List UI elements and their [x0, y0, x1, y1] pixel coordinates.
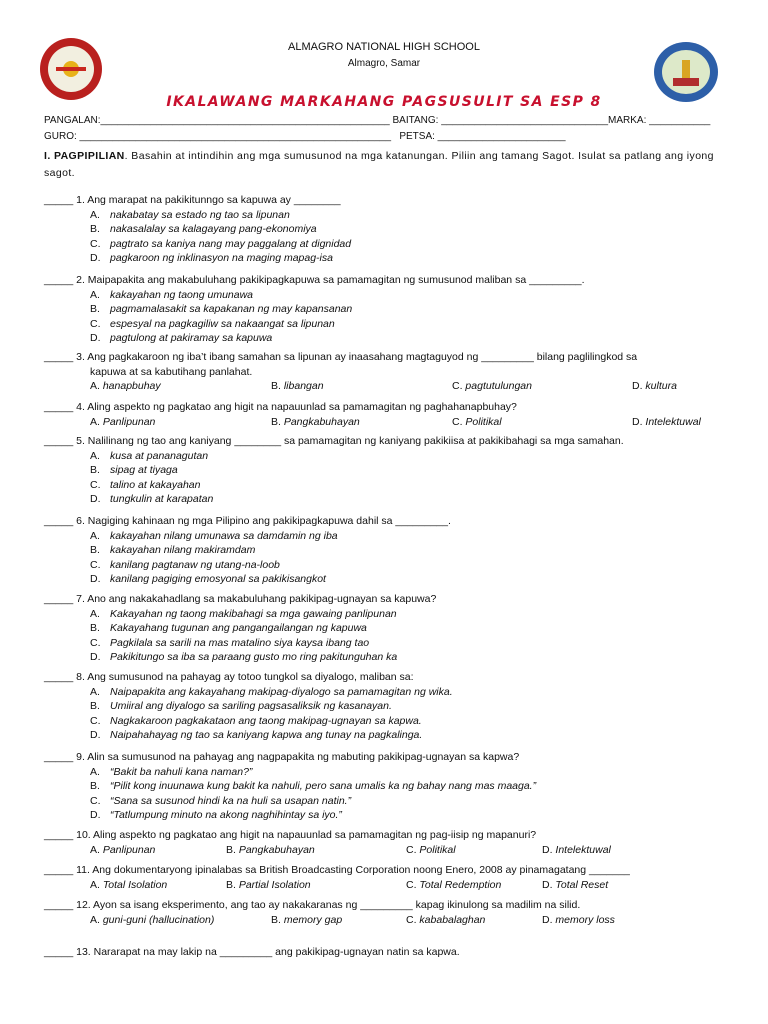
option-text: pagmamalasakit sa kapakanan ng may kapansanan: [110, 303, 353, 315]
question-stem: _____ 7. Ano ang nakakahadlang sa makabuluhang pakikipag-ugnayan sa kapuwa?: [44, 593, 437, 605]
option-text: kakayahan ng taong umunawa: [110, 288, 254, 301]
choice-d: [542, 843, 611, 858]
choice-text: Politikal: [465, 415, 502, 428]
option-a: [44, 607, 744, 622]
school-name: ALMAGRO NATIONAL HIGH SCHOOL: [288, 41, 480, 53]
choice-label: B.: [271, 380, 281, 392]
option-d: [44, 251, 744, 266]
choice-a: [90, 415, 155, 430]
option-letter: A.: [90, 765, 100, 778]
question-stem: _____ 6. Nagiging kahinaan ng mga Pilipino ang pakikipagkapuwa dahil sa _________.: [44, 515, 451, 527]
option-a: [44, 449, 744, 464]
option-a: [44, 529, 744, 544]
option-text: Kakayahan ng taong makibahagi sa mga gawaing panlipunan: [110, 607, 397, 620]
option-text: kanilang pagtanaw ng utang-na-loob: [110, 558, 280, 571]
exam-title: IKALAWANG MARKAHANG PAGSUSULIT SA ESP 8: [166, 94, 602, 110]
option-text: Umiiral ang diyalogo sa sariling pagsasaliksik ng kasanayan.: [110, 700, 392, 712]
option-b: [44, 779, 744, 794]
option-a: [44, 765, 744, 780]
option-letter: A.: [90, 607, 100, 620]
option-a: [44, 208, 744, 223]
option-letter: D.: [90, 252, 101, 264]
option-d: [44, 650, 744, 665]
option-letter: D.: [90, 651, 101, 663]
option-text: talino at kakayahan: [110, 478, 201, 491]
choice-label: B.: [226, 878, 236, 891]
choice-c: [406, 843, 456, 858]
question-10: [44, 828, 744, 857]
option-text: pagtrato sa kaniya nang may paggalang at dignidad: [110, 237, 352, 250]
question-stem: _____ 13. Nararapat na may lakip na _________ ang pakikipag-ugnayan natin sa kapwa.: [44, 946, 460, 958]
option-letter: B.: [90, 544, 100, 556]
option-text: Naipahahayag ng tao sa kaniyang kapwa ang tunay na pagkalinga.: [110, 729, 423, 741]
choice-label: C.: [406, 878, 417, 891]
choice-label: A.: [90, 380, 100, 392]
option-letter: D.: [90, 573, 101, 585]
question-9: [44, 750, 744, 823]
choice-d: [632, 415, 701, 430]
option-letter: C.: [90, 478, 101, 491]
question-stem: _____ 12. Ayon sa isang eksperimento, ang tao ay nakakaranas ng _________ kapag ikinulong sa madilim na silid.: [44, 899, 581, 911]
option-text: tungkulin at karapatan: [110, 493, 214, 505]
option-text: Pakikitungo sa iba sa paraang gusto mo ring pakitunguhan ka: [110, 651, 398, 663]
option-text: kakayahan nilang makiramdam: [110, 544, 256, 556]
option-letter: C.: [90, 794, 101, 807]
choice-label: D.: [542, 878, 553, 891]
choice-b: [271, 415, 360, 430]
choice-b: [226, 843, 315, 858]
question-7: [44, 592, 744, 665]
question-1: [44, 193, 744, 266]
choice-label: B.: [271, 913, 281, 926]
choice-label: D.: [632, 415, 643, 428]
option-text: pagkaroon ng inklinasyon na maging mapag-isa: [110, 252, 333, 264]
choice-c: [452, 415, 502, 430]
choice-b: [226, 878, 311, 893]
choice-label: C.: [452, 380, 463, 392]
choice-b: [271, 913, 342, 928]
choice-label: A.: [90, 913, 100, 926]
choice-label: A.: [90, 415, 100, 428]
choices-row: [44, 379, 744, 394]
choice-label: D.: [632, 380, 643, 392]
option-c: [44, 794, 744, 809]
instructions: [44, 148, 734, 182]
choice-a: [90, 379, 161, 394]
option-d: [44, 331, 744, 346]
option-letter: A.: [90, 529, 100, 542]
choice-label: D.: [542, 913, 553, 926]
choice-a: [90, 878, 167, 893]
option-b: [44, 543, 744, 558]
choice-text: Intelektuwal: [645, 415, 701, 428]
option-letter: B.: [90, 303, 100, 315]
option-letter: C.: [90, 636, 101, 649]
choice-c: [406, 878, 501, 893]
option-b: [44, 621, 744, 636]
question-4: [44, 400, 744, 429]
choice-text: Total Reset: [555, 878, 609, 891]
option-a: [44, 685, 744, 700]
choice-text: Pangkabuhayan: [283, 415, 360, 428]
question-stem: _____ 11. Ang dokumentaryong ipinalabas sa British Broadcasting Corporation noong Enero, 2008 ay pinamagatang _______: [44, 864, 630, 876]
option-letter: A.: [90, 288, 100, 301]
choice-text: kababalaghan: [419, 913, 486, 926]
option-letter: D.: [90, 493, 101, 505]
choice-text: Panlipunan: [102, 415, 156, 428]
choice-label: A.: [90, 843, 100, 856]
choice-text: pagtutulungan: [465, 380, 532, 392]
question-5: [44, 434, 744, 507]
option-c: [44, 478, 744, 493]
option-text: nakabatay sa estado ng tao sa lipunan: [110, 208, 290, 221]
choice-d: [542, 878, 608, 893]
question-13: [44, 945, 744, 960]
option-c: [44, 558, 744, 573]
option-text: “Pilit kong inuunawa kung bakit ka nahuli, pero sana umalis ka ng bahay nang mas maaga.”: [110, 780, 537, 792]
question-stem: _____ 8. Ang sumusunod na pahayag ay totoo tungkol sa diyalogo, maliban sa:: [44, 671, 414, 683]
choices-row: [44, 843, 744, 858]
option-text: Naipapakita ang kakayahang makipag-diyalogo sa pamamagitan ng wika.: [110, 685, 453, 698]
option-b: [44, 699, 744, 714]
choice-a: [90, 913, 214, 928]
option-text: kanilang pagiging emosyonal sa pakikisangkot: [110, 573, 326, 585]
option-letter: C.: [90, 714, 101, 727]
choices-row: [44, 878, 744, 893]
question-11: [44, 863, 744, 892]
option-text: sipag at tiyaga: [110, 464, 178, 476]
question-6: [44, 514, 744, 587]
section-label: I. PAGPIPILIAN: [44, 150, 125, 162]
option-letter: B.: [90, 780, 100, 792]
option-b: [44, 302, 744, 317]
question-8: [44, 670, 744, 743]
option-text: Pagkilala sa sarili na mas matalino siya kaysa ibang tao: [110, 636, 370, 649]
option-text: Kakayahang tugunan ang pangangailangan ng kapuwa: [110, 622, 367, 634]
option-letter: C.: [90, 558, 101, 571]
choice-label: C.: [406, 913, 417, 926]
option-letter: B.: [90, 223, 100, 235]
option-letter: D.: [90, 332, 101, 344]
option-letter: D.: [90, 809, 101, 821]
option-text: kusa at pananagutan: [110, 449, 209, 462]
choice-text: Total Isolation: [102, 878, 168, 891]
teacher-info-line: GURO: ________________________________________________________ PETSA: _______________________: [44, 131, 566, 142]
option-text: “Bakit ba nahuli kana naman?”: [110, 765, 253, 778]
student-info-line: PANGALAN:____________________________________________________ BAITANG: ______________________________MARKA: ___________: [44, 115, 711, 126]
option-d: [44, 572, 744, 587]
option-text: pagtulong at pakiramay sa kapuwa: [110, 332, 273, 344]
choice-text: guni-guni (hallucination): [102, 913, 215, 926]
choice-text: Partial Isolation: [238, 878, 311, 891]
choice-text: Politikal: [419, 843, 456, 856]
option-letter: C.: [90, 317, 101, 330]
choice-label: B.: [271, 415, 281, 428]
option-c: [44, 237, 744, 252]
option-text: nakasalalay sa kalagayang pang-ekonomiya: [110, 223, 317, 235]
choice-text: memory gap: [283, 913, 343, 926]
option-text: kakayahan nilang umunawa sa damdamin ng iba: [110, 529, 338, 542]
option-b: [44, 463, 744, 478]
option-text: “Sana sa susunod hindi ka na huli sa usapan natin.”: [110, 794, 352, 807]
question-stem: _____ 9. Alin sa sumusunod na pahayag ang nagpapakita ng mabuting pakikipag-ugnayan sa kapwa?: [44, 751, 520, 763]
choice-text: libangan: [283, 380, 324, 392]
choice-text: Panlipunan: [102, 843, 156, 856]
choice-b: [271, 379, 324, 394]
option-text: “Tatlumpung minuto na akong naghihintay sa iyo.”: [110, 809, 342, 821]
question-stem: _____ 2. Maipapakita ang makabuluhang pakikipagkapuwa sa pamamagitan ng sumusunod maliban sa _________.: [44, 274, 585, 286]
choice-label: A.: [90, 878, 100, 891]
option-b: [44, 222, 744, 237]
choice-d: [542, 913, 615, 928]
option-letter: B.: [90, 700, 100, 712]
question-stem: _____ 1. Ang marapat na pakikitunngo sa kapuwa ay ________: [44, 194, 341, 206]
choice-label: D.: [542, 843, 553, 856]
option-d: [44, 728, 744, 743]
option-letter: C.: [90, 237, 101, 250]
choice-text: hanapbuhay: [102, 380, 161, 392]
choice-text: Intelektuwal: [555, 843, 611, 856]
question-stem-continued: kapuwa at sa kabutihang panlahat.: [90, 365, 253, 378]
question-stem: _____ 10. Aling aspekto ng pagkatao ang higit na napauunlad sa pamamagitan ng pag-iisip ng mapanuri?: [44, 829, 537, 841]
option-text: espesyal na pagkagiliw sa nakaangat sa lipunan: [110, 317, 335, 330]
option-c: [44, 636, 744, 651]
choice-c: [452, 379, 532, 394]
question-stem: _____ 5. Nalilinang ng tao ang kaniyang ________ sa pamamagitan ng kaniyang pakikiisa at pakikibahagi sa mga samahan.: [44, 435, 624, 447]
choice-label: C.: [406, 843, 417, 856]
choice-c: [406, 913, 485, 928]
school-location: Almagro, Samar: [347, 58, 421, 69]
choice-d: [632, 379, 677, 394]
choice-text: Total Redemption: [419, 878, 502, 891]
option-letter: A.: [90, 208, 100, 221]
option-letter: A.: [90, 449, 100, 462]
choice-label: B.: [226, 843, 236, 856]
choices-row: [44, 415, 744, 430]
option-d: [44, 808, 744, 823]
option-letter: B.: [90, 622, 100, 634]
option-a: [44, 288, 744, 303]
question-3: [44, 350, 744, 394]
option-c: [44, 714, 744, 729]
option-d: [44, 492, 744, 507]
instructions-text: . Basahin at intindihin ang mga sumusunod na mga katanungan. Piliin ang tamang Sagot. Isulat sa patlang ang iyong sagot.: [44, 150, 714, 179]
choices-row: [44, 913, 744, 928]
question-12: [44, 898, 744, 927]
option-c: [44, 317, 744, 332]
choice-text: Pangkabuhayan: [238, 843, 315, 856]
question-stem: _____ 4. Aling aspekto ng pagkatao ang higit na napauunlad sa pamamagitan ng paghahanapbuhay?: [44, 401, 517, 413]
option-letter: D.: [90, 729, 101, 741]
option-letter: B.: [90, 464, 100, 476]
choice-a: [90, 843, 155, 858]
option-text: Nagkakaroon pagkakataon ang taong makipag-ugnayan sa kapwa.: [110, 714, 422, 727]
choice-text: memory loss: [555, 913, 615, 926]
question-2: [44, 273, 744, 346]
option-letter: A.: [90, 685, 100, 698]
choice-label: C.: [452, 415, 463, 428]
question-stem: _____ 3. Ang pagkakaroon ng iba’t ibang samahan sa lipunan ay inaasahang magtaguyod ng _________ bilang paglilingkod sa: [44, 351, 638, 363]
choice-text: kultura: [645, 380, 677, 392]
